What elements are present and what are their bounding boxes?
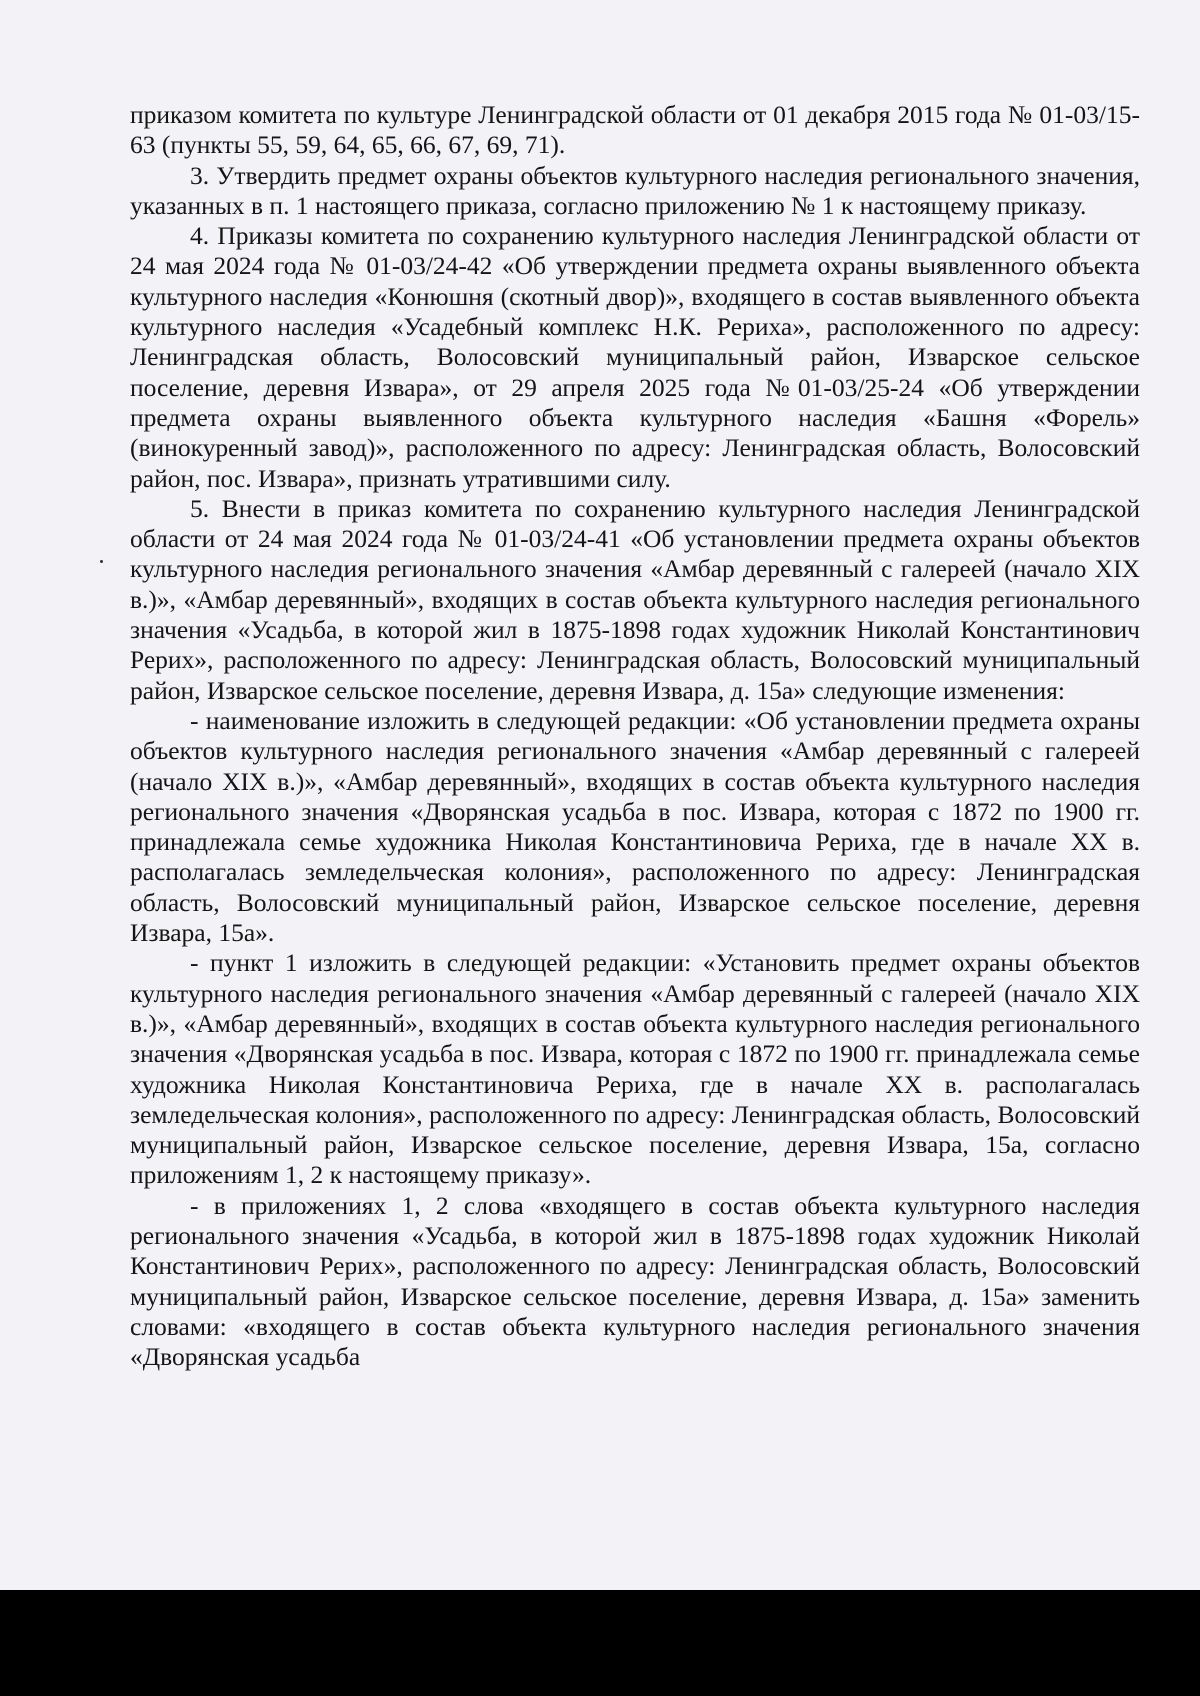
paragraph-amendment-appendices: - в приложениях 1, 2 слова «входящего в состав объекта культурного наследия регионального значения «Усадьба, в которой жил в 1875-1898 годах художник Николай Константинович Рерих», расположенного по адресу: Ленинградская область, Волосовский муниципальный район, Изварское сельское поселение, деревня Извара, д. 15а» заменить словами: «входящего в состав объекта культурного наследия регионального значения «Дворянская усадьба bbox=[130, 1190, 1140, 1372]
paragraph-amendment-item-1: - пункт 1 изложить в следующей редакции: «Установить предмет охраны объектов культурного наследия регионального значения «Амбар деревянный с галереей (начало XIX в.)», «Амбар деревянный», входящих в состав объекта культурного наследия регионального значения «Дворянская усадьба в пос. Извара, которая с 1872 по 1900 гг. принадлежала семье художника Николая Константиновича Рериха, где в начале XX в. располагалась земледельческая колония», расположенного по адресу: Ленинградская область, Волосовский муниципальный район, Изварское сельское поселение, деревня Извара, 15а, согласно приложениям 1, 2 к настоящему приказу». bbox=[130, 948, 1140, 1190]
scan-speck bbox=[100, 560, 103, 563]
document-body bbox=[130, 100, 1140, 1372]
paragraph-item-5: 5. Внести в приказ комитета по сохранению культурного наследия Ленинградской области от 24 мая 2024 года № 01-03/24-41 «Об установлении предмета охраны объектов культурного наследия регионального значения «Амбар деревянный с галереей (начало XIX в.)», «Амбар деревянный», входящих в состав объекта культурного наследия регионального значения «Усадьба, в которой жил в 1875-1898 годах художник Николай Константинович Рерих», расположенного по адресу: Ленинградская область, Волосовский муниципальный район, Изварское сельское поселение, деревня Извара, д. 15а» следующие изменения: bbox=[130, 493, 1140, 705]
paragraph-item-4: 4. Приказы комитета по сохранению культурного наследия Ленинградской области от 24 мая 2024 года № 01-03/24-42 «Об утверждении предмета охраны выявленного объекта культурного наследия «Конюшня (скотный двор)», входящего в состав выявленного объекта культурного наследия «Усадебный комплекс Н.К. Рериха», расположенного по адресу: Ленинградская область, Волосовский муниципальный район, Изварское сельское поселение, деревня Извара», от 29 апреля 2025 года №01-03/25-24 «Об утверждении предмета охраны выявленного объекта культурного наследия «Башня «Форель» (винокуренный завод)», расположенного по адресу: Ленинградская область, Волосовский район, пос. Извара», признать утратившими силу. bbox=[130, 221, 1140, 493]
paragraph-item-3: 3. Утвердить предмет охраны объектов культурного наследия регионального значения, указанных в п. 1 настоящего приказа, согласно приложению № 1 к настоящему приказу. bbox=[130, 160, 1140, 220]
paragraph-amendment-title: - наименование изложить в следующей редакции: «Об установлении предмета охраны объектов культурного наследия регионального значения «Амбар деревянный с галереей (начало XIX в.)», «Амбар деревянный», входящих в состав объекта культурного наследия регионального значения «Дворянская усадьба в пос. Извара, которая с 1872 по 1900 гг. принадлежала семье художника Николая Константиновича Рериха, где в начале XX в. располагалась земледельческая колония», расположенного по адресу: Ленинградская область, Волосовский муниципальный район, Изварское сельское поселение, деревня Извара, 15а». bbox=[130, 705, 1140, 948]
paragraph-continuation: приказом комитета по культуре Ленинградской области от 01 декабря 2015 года № 01-03/15-63 (пункты 55, 59, 64, 65, 66, 67, 69, 71). bbox=[130, 100, 1140, 160]
scan-bottom-band bbox=[0, 1590, 1200, 1696]
